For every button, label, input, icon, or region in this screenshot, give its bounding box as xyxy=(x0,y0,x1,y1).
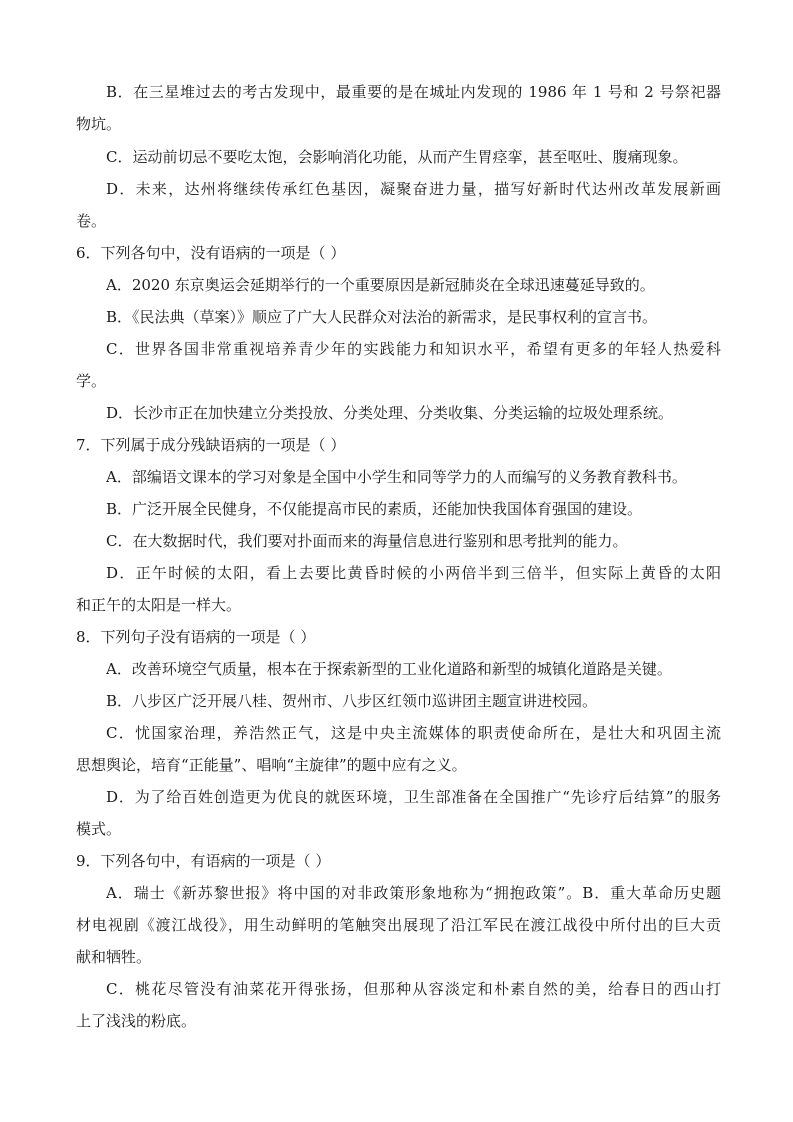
option-9c-line-2: 上了浅浅的粉底。 xyxy=(76,1012,197,1030)
option-8c-line-1: C．忧国家治理，养浩然正气，这是中央主流媒体的职责使命所在，是壮大和巩固主流 xyxy=(106,724,721,742)
option-5d-line-1: D．未来，达州将继续传承红色基因，凝聚奋进力量，描写好新时代达州改革发展新画 xyxy=(106,180,721,198)
option-7c: C．在大数据时代，我们要对扑面而来的海量信息进行鉴别和思考批判的能力。 xyxy=(106,532,628,550)
option-8a: A．改善环境空气质量，根本在于探索新型的工业化道路和新型的城镇化道路是关键。 xyxy=(106,660,672,678)
option-8b: B．八步区广泛开展八桂、贺州市、八步区红领巾巡讲团主题宣讲进校园。 xyxy=(106,692,598,710)
option-7a: A．部编语文课本的学习对象是全国中小学生和同等学力的人而编写的义务教育教科书。 xyxy=(106,468,687,486)
option-9a-line-1: A．瑞士《新苏黎世报》将中国的对非政策形象地称为“拥抱政策”。B．重大革命历史题 xyxy=(106,884,721,902)
option-5b-line-2: 物坑。 xyxy=(76,115,122,133)
option-5b-line-1: B．在三星堆过去的考古发现中，最重要的是在城址内发现的 1986 年 1 号和 2 号祭祀器 xyxy=(106,83,721,101)
question-9-stem: 9．下列各句中，有语病的一项是（ ） xyxy=(76,852,331,870)
option-5c: C．运动前切忌不要吃太饱，会影响消化功能，从而产生胃痉挛，甚至呕吐、腹痛现象。 xyxy=(106,148,688,166)
option-8d-line-1: D．为了给百姓创造更为优良的就医环境，卫生部准备在全国推广“先诊疗后结算”的服务 xyxy=(106,788,721,806)
option-6c-line-1: C．世界各国非常重视培养青少年的实践能力和知识水平，希望有更多的年轻人热爱科 xyxy=(106,340,721,358)
question-6-stem: 6．下列各句中，没有语病的一项是（ ） xyxy=(76,244,346,262)
option-7d-line-1: D．正午时候的太阳，看上去要比黄昏时候的小两倍半到三倍半，但实际上黄昏的太阳 xyxy=(106,564,721,582)
option-7b: B．广泛开展全民健身，不仅能提高市民的素质，还能加快我国体育强国的建设。 xyxy=(106,500,643,518)
option-9c-line-1: C．桃花尽管没有油菜花开得张扬，但那种从容淡定和朴素自然的美，给春日的西山打 xyxy=(106,980,721,998)
option-8d-line-2: 模式。 xyxy=(76,820,122,838)
option-9b-line-2: 材电视剧《渡江战役》，用生动鲜明的笔触突出展现了沿江军民在渡江战役中所付出的巨大贡 xyxy=(76,916,721,934)
option-7d-line-2: 和正午的太阳是一样大。 xyxy=(76,596,242,614)
option-6b: B．《民法典（草案）》顺应了广大人民群众对法治的新需求，是民事权利的宣言书。 xyxy=(106,308,658,326)
option-8c-line-2: 思想舆论，培育“正能量”、唱响“主旋律”的题中应有之义。 xyxy=(76,756,467,774)
option-6c-line-2: 学。 xyxy=(76,372,107,390)
option-6d: D．长沙市正在加快建立分类投放、分类处理、分类收集、分类运输的垃圾处理系统。 xyxy=(106,404,674,422)
option-5d-line-2: 卷。 xyxy=(76,212,107,230)
option-6a: A．2020 东京奥运会延期举行的一个重要原因是新冠肺炎在全球迅速蔓延导致的。 xyxy=(106,276,655,294)
question-8-stem: 8．下列句子没有语病的一项是（ ） xyxy=(76,628,316,646)
option-9b-line-3: 献和牺牲。 xyxy=(76,948,152,966)
question-7-stem: 7．下列属于成分残缺语病的一项是（ ） xyxy=(76,436,346,454)
